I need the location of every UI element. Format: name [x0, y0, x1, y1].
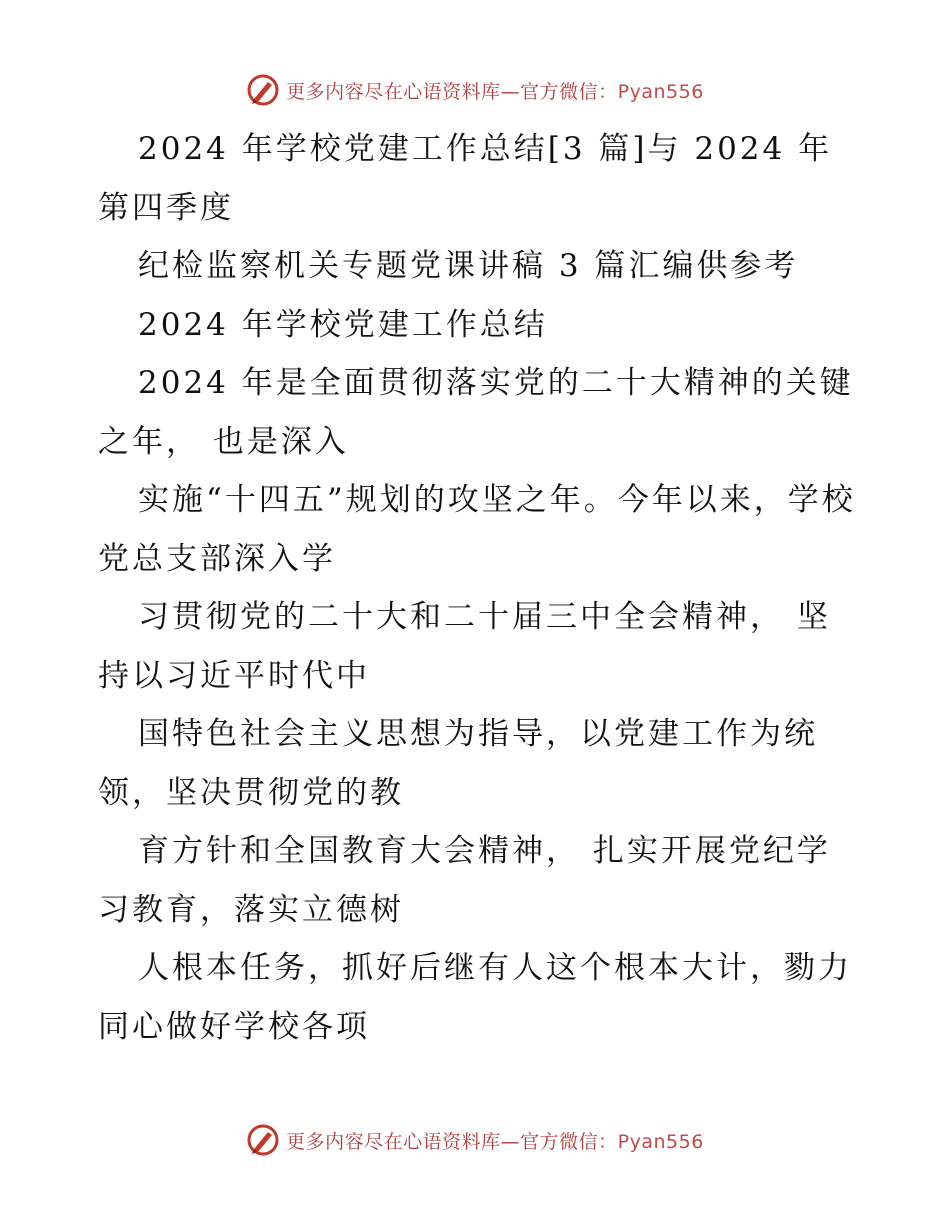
header-watermark: [0, 70, 950, 110]
body-paragraph: 人根本任务，抓好后继有人这个根本大计，勠力同心做好学校各项: [98, 950, 852, 1045]
watermark-text: 更多内容尽在心语资料库—官方微信：Pyan556: [286, 1130, 704, 1153]
document-body: [98, 120, 858, 1056]
doc-title-line-1: 2024 年学校党建工作总结[3 篇]与 2024 年第四季度: [98, 131, 833, 226]
body-paragraph: 实施“十四五”规划的攻坚之年。今年以来，学校党总支部深入学: [98, 482, 856, 577]
body-paragraph: 2024 年是全面贯彻落实党的二十大精神的关键之年， 也是深入: [98, 365, 854, 460]
body-paragraph: 育方针和全国教育大会精神， 扎实开展党纪学习教育，落实立德树: [98, 833, 831, 928]
section-heading: 2024 年学校党建工作总结: [138, 306, 548, 343]
watermark-text: 更多内容尽在心语资料库—官方微信：Pyan556: [286, 80, 704, 103]
body-paragraph: 国特色社会主义思想为指导，以党建工作为统领，坚决贯彻党的教: [98, 716, 818, 811]
doc-title-line-2: 纪检监察机关专题党课讲稿 3 篇汇编供参考: [138, 248, 799, 284]
body-paragraph: 习贯彻党的二十大和二十届三中全会精神， 坚持以习近平时代中: [98, 599, 831, 694]
pen-logo-icon: [246, 73, 280, 107]
pen-logo-icon: [246, 1123, 280, 1157]
footer-watermark: [0, 1120, 950, 1160]
